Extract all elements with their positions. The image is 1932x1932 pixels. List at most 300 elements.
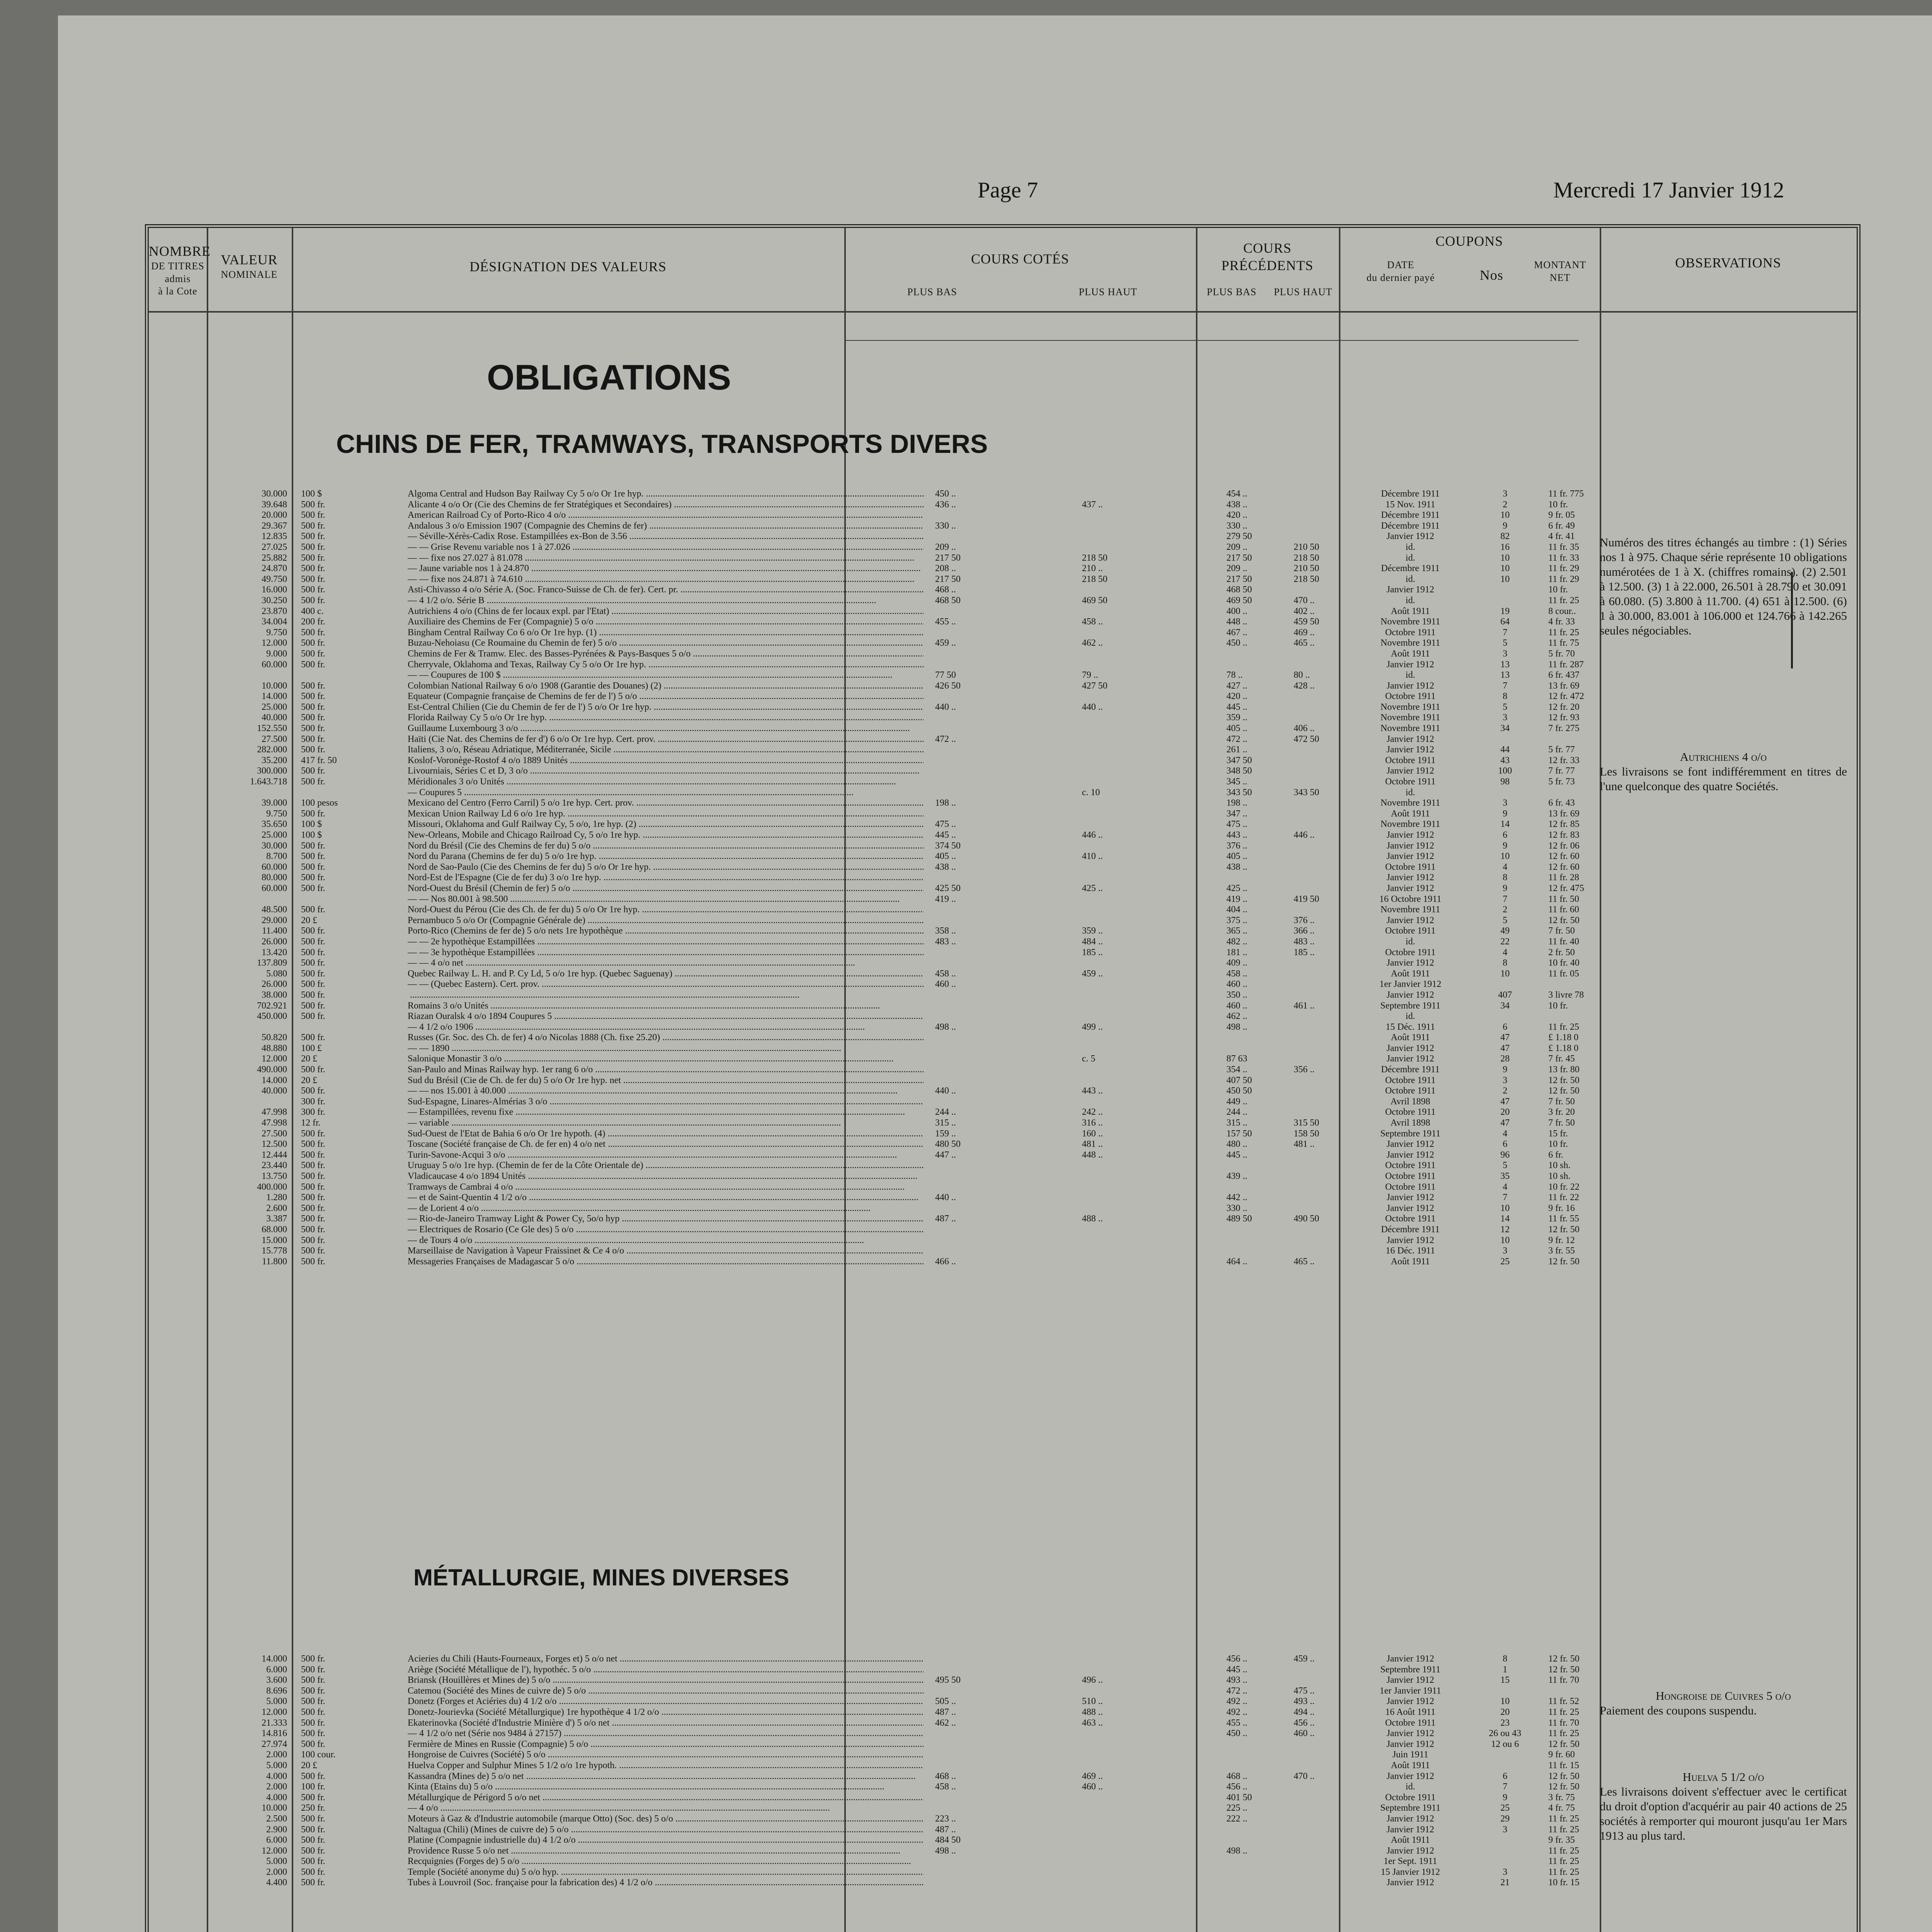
cell-prec-plus-bas: 468 50: [1226, 585, 1252, 595]
cell-prec-plus-haut: 461 ..: [1294, 1000, 1315, 1011]
cell-prec-plus-bas: 455 ..: [1226, 1718, 1247, 1728]
cell-nombre: 2.900: [266, 1824, 287, 1835]
cell-valeur: 500 fr.: [301, 1224, 325, 1235]
cell-cours-plus-haut: 463 ..: [1082, 1718, 1103, 1728]
cell-valeur: 500 fr.: [301, 723, 325, 734]
cell-nombre: 11.400: [262, 926, 287, 936]
cell-coupon-numero: 10: [1500, 1696, 1510, 1707]
cell-cours-plus-bas: [923, 691, 1070, 702]
cell-coupon-montant: 7 fr. 275: [1548, 723, 1580, 734]
cell-prec-plus-haut: 470 ..: [1294, 595, 1315, 605]
cell-coupon-date: Septembre 1911: [1380, 1128, 1440, 1139]
cell-nombre: 47.998: [262, 1107, 287, 1117]
cell-coupon-numero: 25: [1500, 1256, 1510, 1267]
cell-cours-plus-haut: [1070, 766, 1217, 777]
cell-designation: Naltagua (Chili) (Mines de cuivre de) 5 o/o .....: [408, 1825, 923, 1835]
cell-prec-plus-haut: [1291, 979, 1350, 990]
cell-valeur: 500 fr.: [301, 1878, 325, 1888]
cell-coupon-montant: 11 fr. 50: [1548, 894, 1579, 904]
cell-nombre: 47.998: [262, 1118, 287, 1128]
cell-cours-plus-haut: [1070, 510, 1217, 521]
cell-prec-plus-bas: [1217, 1246, 1291, 1257]
cell-coupon-numero: 7: [1503, 1782, 1507, 1792]
cell-coupon-numero: 8: [1503, 691, 1507, 702]
cell-prec-plus-haut: 475 ..: [1294, 1685, 1315, 1696]
cell-coupon-montant: 12 fr. 472: [1548, 691, 1584, 702]
cell-valeur: 500 fr.: [301, 1065, 325, 1075]
cell-prec-plus-bas: 460 ..: [1226, 1000, 1247, 1011]
cell-prec-plus-haut: [1291, 1867, 1350, 1878]
cell-valeur: 300 fr.: [301, 1096, 325, 1107]
cell-cours-plus-bas: [923, 787, 1070, 798]
cell-coupon-montant: 12 fr. 06: [1548, 840, 1580, 851]
cell-cours-plus-bas: 487 ..: [935, 1824, 956, 1835]
cell-coupon-montant: 10 fr. 22: [1548, 1182, 1580, 1192]
cell-designation: — Rio-de-Janeiro Tramway Light & Power Cy, 5o/o hyp .....: [408, 1214, 923, 1225]
cell-designation: Equateur (Compagnie française de Chemins de fer de l') 5 o/o .....: [408, 691, 923, 702]
section-chemins-de-fer: [149, 489, 1721, 1563]
cell-prec-plus-bas: 157 50: [1226, 1128, 1252, 1139]
cell-designation: Koslof-Voronège-Rostof 4 o/o 1889 Unités .....: [408, 755, 923, 766]
cell-designation: Temple (Société anonyme du) 5 o/o hyp. .....: [408, 1867, 923, 1878]
cell-coupon-montant: 5 fr. 73: [1548, 777, 1575, 787]
cell-designation: Nord de Sao-Paulo (Cie des Chemins de fer du) 5 o/o Or 1re hyp. .....: [408, 862, 923, 873]
cell-prec-plus-bas: [1217, 1825, 1291, 1835]
cell-cours-plus-bas: [923, 809, 1070, 820]
cell-prec-plus-haut: [1291, 1665, 1350, 1675]
header-valeur: VALEUR NOMINALE: [221, 252, 278, 280]
cell-coupon-montant: 7 fr. 50: [1548, 1118, 1575, 1128]
cell-coupon-date: Janvier 1912: [1386, 531, 1434, 542]
cell-prec-plus-haut: [1291, 1675, 1350, 1686]
cell-valeur: 20 £: [301, 915, 317, 925]
cell-coupon-date: Décembre 1911: [1381, 1224, 1440, 1235]
cell-prec-plus-haut: [1291, 1032, 1350, 1043]
cell-coupon-montant: 11 fr. 28: [1548, 872, 1579, 883]
cell-designation: Toscane (Société française de Ch. de fer en) 4 o/o net .....: [408, 1139, 923, 1150]
title-chemins-de-fer: CHINS DE FER, TRAMWAYS, TRANSPORTS DIVERS: [336, 429, 988, 459]
cell-nombre: 490.000: [257, 1065, 287, 1075]
cell-nombre: 12.835: [262, 531, 287, 542]
cell-cours-plus-haut: [1070, 1825, 1217, 1835]
cell-coupon-numero: 4: [1503, 1182, 1507, 1192]
cell-coupon-numero: 3: [1503, 1824, 1507, 1835]
cell-designation: Uruguay 5 o/o 1re hyp. (Chemin de fer de la Côte Orientale de) .....: [408, 1160, 923, 1171]
table-row: [149, 606, 1721, 617]
cell-nombre: 24.870: [262, 563, 287, 574]
cell-valeur: 500 fr.: [301, 713, 325, 723]
cell-valeur: 500 fr.: [301, 1214, 325, 1224]
table-row: [149, 915, 1721, 926]
cell-prec-plus-haut: 494 ..: [1294, 1707, 1315, 1717]
cell-prec-plus-bas: 445 ..: [1226, 1664, 1247, 1675]
cell-coupon-date: Janvier 1912: [1386, 915, 1434, 925]
cell-coupon-date: Octobre 1911: [1385, 1086, 1436, 1096]
cell-coupon-montant: 12 fr. 50: [1548, 1782, 1580, 1792]
cell-designation: Sud du Brésil (Cie de Ch. de fer du) 5 o/o Or 1re hyp. net .....: [408, 1075, 923, 1086]
cell-designation: Nord-Est de l'Espagne (Cie de fer du) 3 o/o 1re hyp. .....: [408, 872, 923, 883]
cell-prec-plus-haut: 472 50: [1294, 734, 1319, 744]
table-row: [149, 1054, 1721, 1065]
cell-cours-plus-bas: [923, 1750, 1070, 1760]
cell-cours-plus-haut: [1070, 1203, 1217, 1214]
cell-prec-plus-haut: [1291, 500, 1350, 510]
cell-prec-plus-bas: [1217, 1835, 1291, 1846]
cell-prec-plus-haut: 428 ..: [1294, 680, 1315, 691]
cell-coupon-numero: 10: [1500, 1235, 1510, 1245]
cell-prec-plus-haut: 185 ..: [1294, 947, 1315, 957]
cell-coupon-numero: [1470, 1750, 1540, 1760]
cell-nombre: 8.696: [266, 1685, 287, 1696]
table-row: [149, 1856, 1721, 1867]
cell-designation: Platine (Compagnie industrielle du) 4 1/2 o/o .....: [408, 1835, 923, 1846]
cell-coupon-montant: 10 fr. 15: [1548, 1878, 1580, 1888]
cell-cours-plus-haut: 218 50: [1082, 553, 1107, 563]
cell-cours-plus-haut: 484 ..: [1082, 936, 1103, 947]
cell-designation: — — Nos 80.001 à 98.500 .....: [408, 894, 923, 905]
cell-cours-plus-bas: 460 ..: [935, 979, 956, 990]
cell-cours-plus-haut: [1070, 862, 1217, 873]
header-plus-bas: PLUS BAS: [907, 286, 957, 298]
cell-nombre: 27.025: [262, 542, 287, 552]
cell-prec-plus-bas: 198 ..: [1226, 798, 1247, 808]
cell-coupon-numero: 10: [1500, 553, 1510, 563]
cell-cours-plus-bas: 466 ..: [935, 1256, 956, 1267]
cell-prec-plus-bas: 425 ..: [1226, 883, 1247, 893]
cell-cours-plus-bas: 217 50: [935, 574, 961, 584]
cell-prec-plus-bas: 217 50: [1226, 574, 1252, 584]
cell-valeur: 500 fr.: [301, 542, 325, 552]
cell-valeur: 500 fr.: [301, 563, 325, 574]
table-row: [149, 531, 1721, 542]
header-cours-cotes: COURS COTÉS: [971, 251, 1070, 267]
cell-prec-plus-bas: 450 ..: [1226, 638, 1247, 648]
cell-valeur: 20 £: [301, 1760, 317, 1770]
cell-prec-plus-bas: [1217, 1160, 1291, 1171]
cell-cours-plus-bas: [923, 1065, 1070, 1075]
cell-coupon-montant: 11 fr. 52: [1548, 1696, 1579, 1707]
cell-coupon-date: 16 Déc. 1911: [1386, 1246, 1435, 1256]
cell-valeur: 100 £: [301, 1043, 322, 1053]
cell-coupon-date: 16 Octobre 1911: [1379, 894, 1442, 904]
cell-cours-plus-bas: [923, 1203, 1070, 1214]
cell-nombre: 2.000: [266, 1782, 287, 1792]
cell-cours-plus-bas: [923, 1075, 1070, 1086]
cell-designation: — de Lorient 4 o/o .....: [408, 1203, 923, 1214]
cell-cours-plus-haut: [1070, 1750, 1217, 1760]
cell-coupon-montant: 13 fr. 69: [1548, 808, 1580, 819]
title-obligations: OBLIGATIONS: [487, 358, 731, 397]
cell-designation: Auxiliaire des Chemins de Fer (Compagnie) 5 o/o .....: [408, 617, 923, 628]
cell-coupon-numero: 6: [1503, 1139, 1507, 1150]
table-row: [149, 691, 1721, 702]
cell-designation: Romains 3 o/o Unités .....: [408, 1001, 923, 1012]
cell-cours-plus-haut: [1070, 1257, 1217, 1267]
cell-nombre: 35.200: [262, 755, 287, 765]
title-metallurgie: MÉTALLURGIE, MINES DIVERSES: [413, 1565, 789, 1590]
header-numero: Nos: [1480, 267, 1503, 283]
cell-coupon-montant: 9 fr. 16: [1548, 1203, 1575, 1213]
cell-coupon-date: id.: [1405, 542, 1415, 552]
cell-cours-plus-bas: [923, 1097, 1070, 1107]
cell-coupon-date: Janvier 1912: [1386, 830, 1434, 840]
table-row: [149, 1739, 1721, 1750]
cell-cours-plus-haut: [1070, 1075, 1217, 1086]
cell-nombre: 14.816: [262, 1728, 287, 1739]
cell-nombre: 40.000: [262, 713, 287, 723]
cell-coupon-montant: 4 fr. 41: [1548, 531, 1575, 542]
cell-prec-plus-bas: 442 ..: [1226, 1192, 1247, 1203]
cell-designation: Florida Railway Cy 5 o/o Or 1re hyp. .....: [408, 713, 923, 723]
cell-nombre: 9.000: [266, 648, 287, 659]
cell-coupon-numero: 7: [1503, 627, 1507, 638]
cell-nombre: 12.444: [262, 1150, 287, 1160]
cell-coupon-numero: 10: [1500, 851, 1510, 862]
cell-valeur: 500 fr.: [301, 1086, 325, 1096]
cell-coupon-montant: 11 fr. 22: [1548, 1192, 1579, 1203]
cell-prec-plus-bas: 401 50: [1226, 1792, 1252, 1803]
cell-cours-plus-haut: 359 ..: [1082, 926, 1103, 936]
cell-cours-plus-haut: [1070, 713, 1217, 723]
cell-cours-plus-bas: [923, 660, 1070, 670]
cell-prec-plus-haut: 356 ..: [1294, 1065, 1315, 1075]
cell-prec-plus-haut: [1291, 585, 1350, 595]
cell-coupon-numero: 2: [1503, 1086, 1507, 1096]
cell-cours-plus-bas: 425 50: [935, 883, 961, 893]
cell-coupon-numero: 15: [1500, 1675, 1510, 1685]
cell-prec-plus-haut: [1291, 1814, 1350, 1825]
cell-coupon-numero: 98: [1500, 777, 1510, 787]
cell-designation: Vladicaucase 4 o/o 1894 Unités .....: [408, 1171, 923, 1182]
cell-coupon-date: Janvier 1912: [1386, 745, 1434, 755]
cell-valeur: 500 fr.: [301, 1171, 325, 1181]
cell-prec-plus-bas: 450 50: [1226, 1086, 1252, 1096]
cell-coupon-date: 1er Janvier 1912: [1379, 979, 1441, 990]
cell-coupon-numero: 3: [1503, 1867, 1507, 1877]
cell-prec-plus-haut: [1291, 1739, 1350, 1750]
cell-coupon-montant: 12 fr. 93: [1548, 713, 1580, 723]
cell-coupon-montant: 3 fr. 20: [1548, 1107, 1575, 1117]
cell-prec-plus-bas: 261 ..: [1226, 745, 1247, 755]
cell-prec-plus-bas: 244 ..: [1226, 1107, 1247, 1117]
cell-prec-plus-haut: 469 ..: [1294, 627, 1315, 638]
cell-prec-plus-haut: [1291, 531, 1350, 542]
cell-coupon-date: Novembre 1911: [1380, 617, 1440, 627]
cell-designation: Chemins de Fer & Tramw. Elec. des Basses-Pyrénées & Pays-Basques 5 o/o .....: [408, 649, 923, 660]
cell-coupon-numero: 34: [1500, 1000, 1510, 1011]
cell-cours-plus-haut: [1070, 734, 1217, 745]
cell-coupon-montant: 7 fr. 45: [1548, 1054, 1575, 1064]
cell-prec-plus-haut: [1291, 755, 1350, 766]
cell-prec-plus-haut: 459 ..: [1294, 1654, 1315, 1664]
cell-coupon-date: Janvier 1912: [1386, 1043, 1434, 1053]
cell-coupon-numero: [1470, 1011, 1540, 1022]
table-row: [149, 563, 1721, 574]
cell-coupon-numero: 28: [1500, 1054, 1510, 1064]
table-row: [149, 628, 1721, 638]
cell-cours-plus-bas: 374 50: [935, 840, 961, 851]
cell-designation: — et de Saint-Quentin 4 1/2 o/o .....: [408, 1192, 923, 1203]
cell-coupon-date: Octobre 1911: [1385, 755, 1436, 765]
table-row: [149, 809, 1721, 820]
cell-cours-plus-haut: [1070, 1686, 1217, 1697]
cell-designation: Est-Central Chilien (Cie du Chemin de fer de l') 5 o/o Or 1re hyp. .....: [408, 702, 923, 713]
cell-cours-plus-haut: 316 ..: [1082, 1118, 1103, 1128]
cell-coupon-montant: 11 fr. 25: [1548, 595, 1579, 605]
cell-cours-plus-bas: [923, 1043, 1070, 1054]
table-row: [149, 958, 1721, 969]
cell-valeur: 417 fr. 50: [301, 755, 337, 765]
cell-coupon-montant: 10 sh.: [1548, 1160, 1571, 1171]
cell-coupon-date: id.: [1405, 936, 1415, 947]
cell-designation: Méridionales 3 o/o Unités .....: [408, 777, 923, 787]
cell-cours-plus-haut: [1070, 841, 1217, 852]
cell-coupon-montant: 12 fr. 50: [1548, 1771, 1580, 1781]
cell-coupon-date: Août 1911: [1391, 606, 1430, 616]
cell-prec-plus-haut: [1291, 958, 1350, 969]
table-row: [149, 1043, 1721, 1054]
cell-prec-plus-bas: 460 ..: [1226, 979, 1247, 990]
table-row: [149, 1654, 1721, 1665]
cell-cours-plus-bas: 438 ..: [935, 862, 956, 872]
cell-prec-plus-haut: 459 50: [1294, 617, 1319, 627]
cell-designation: Kinta (Etains du) 5 o/o .....: [408, 1782, 923, 1793]
cell-nombre: 20.000: [262, 510, 287, 520]
cell-coupon-montant: 10 fr. 40: [1548, 958, 1580, 968]
cell-coupon-date: Octobre 1911: [1385, 691, 1436, 702]
cell-valeur: 500 fr.: [301, 1675, 325, 1685]
cell-designation: Acieries du Chili (Hauts-Fourneaux, Forges et) 5 o/o net .....: [408, 1654, 923, 1665]
table-row: [149, 1086, 1721, 1097]
cell-nombre: 30.000: [262, 489, 287, 499]
cell-coupon-montant: 12 fr. 85: [1548, 819, 1580, 830]
cell-coupon-date: Août 1911: [1391, 648, 1430, 659]
cell-coupon-date: Novembre 1911: [1380, 713, 1440, 723]
cell-nombre: 11.800: [262, 1256, 287, 1267]
cell-cours-plus-haut: [1070, 1097, 1217, 1107]
cell-coupon-date: Juin 1911: [1392, 1750, 1429, 1760]
table-row: [149, 713, 1721, 723]
cell-coupon-montant: 3 fr. 75: [1548, 1792, 1575, 1803]
table-row: [149, 798, 1721, 809]
cell-valeur: [292, 894, 408, 905]
table-row: [149, 1686, 1721, 1697]
cell-nombre: 2.000: [266, 1867, 287, 1877]
cell-nombre: 27.500: [262, 1128, 287, 1139]
cell-prec-plus-bas: [1217, 649, 1291, 660]
cell-prec-plus-haut: [1291, 1054, 1350, 1065]
cell-valeur: 100 pesos: [301, 798, 338, 808]
cell-coupon-montant: 12 fr. 50: [1548, 1739, 1580, 1749]
cell-nombre: 21.333: [262, 1718, 287, 1728]
cell-cours-plus-bas: 475 ..: [935, 819, 956, 830]
cell-designation: Livourniais, Séries C et D, 3 o/o .....: [408, 766, 923, 777]
cell-coupon-numero: 3: [1503, 1075, 1507, 1085]
cell-valeur: 500 fr.: [301, 1000, 325, 1011]
cell-prec-plus-bas: [1217, 1750, 1291, 1760]
cell-valeur: 500 fr.: [301, 520, 325, 531]
cell-coupon-montant: 11 fr. 70: [1548, 1718, 1579, 1728]
table-row: [149, 500, 1721, 510]
cell-nombre: 3.387: [266, 1214, 287, 1224]
cell-nombre: 9.750: [266, 808, 287, 819]
cell-coupon-montant: 12 fr. 50: [1548, 1086, 1580, 1096]
cell-cours-plus-haut: [1070, 1160, 1217, 1171]
cell-coupon-date: Janvier 1912: [1386, 872, 1434, 883]
cell-nombre: 39.000: [262, 798, 287, 808]
cell-valeur: 300 fr.: [301, 1107, 325, 1117]
cell-coupon-date: Octobre 1911: [1385, 1107, 1436, 1117]
cell-prec-plus-haut: [1291, 1107, 1350, 1118]
cell-coupon-montant: 6 fr.: [1548, 1150, 1563, 1160]
cell-coupon-date: Août 1911: [1391, 1835, 1430, 1845]
cell-nombre: 450.000: [257, 1011, 287, 1022]
cell-prec-plus-bas: 472 ..: [1226, 734, 1247, 744]
cell-prec-plus-bas: 492 ..: [1226, 1707, 1247, 1717]
cell-coupon-date: Janvier 1912: [1386, 1845, 1434, 1856]
cell-designation: Colombian National Railway 6 o/o 1908 (Garantie des Douanes) (2) .....: [408, 681, 923, 692]
cell-coupon-date: Août 1911: [1391, 1032, 1430, 1043]
cell-prec-plus-haut: [1291, 1856, 1350, 1867]
header-cours-precedents: COURS PRÉCÉDENTS: [1221, 240, 1314, 273]
table-row: [149, 851, 1721, 862]
cell-prec-plus-bas: [1217, 1182, 1291, 1193]
cell-prec-plus-haut: [1291, 1022, 1350, 1033]
cell-coupon-date: Octobre 1911: [1385, 926, 1436, 936]
table-row: [149, 1150, 1721, 1161]
cell-designation: Quebec Railway L. H. and P. Cy Ld, 5 o/o 1re hyp. (Quebec Saguenay) .....: [408, 969, 923, 980]
cell-designation: — — fixe nos 27.027 à 81.078 .....: [408, 553, 923, 564]
cell-cours-plus-haut: [1070, 990, 1217, 1001]
cell-nombre: 39.648: [262, 499, 287, 510]
cell-coupon-numero: 3: [1503, 713, 1507, 723]
cell-cours-plus-haut: [1070, 1814, 1217, 1825]
cell-cours-plus-haut: [1070, 1867, 1217, 1878]
cell-prec-plus-haut: [1291, 1835, 1350, 1846]
cell-coupon-numero: [1470, 1856, 1540, 1867]
cell-cours-plus-bas: 458 ..: [935, 1782, 956, 1792]
cell-cours-plus-bas: 468 ..: [935, 1771, 956, 1781]
cell-nombre: 38.000: [262, 990, 287, 1000]
cell-coupon-montant: 11 fr. 40: [1548, 936, 1579, 947]
cell-cours-plus-haut: [1070, 1728, 1217, 1739]
table-row: [149, 937, 1721, 947]
cell-prec-plus-bas: 464 ..: [1226, 1256, 1247, 1267]
cell-cours-plus-haut: 242 ..: [1082, 1107, 1103, 1117]
cell-coupon-montant: 11 fr. 35: [1548, 542, 1579, 552]
cell-coupon-montant: 12 fr. 60: [1548, 851, 1580, 862]
cell-cours-plus-haut: [1070, 1878, 1217, 1888]
cell-coupon-montant: 11 fr. 05: [1548, 968, 1579, 979]
cell-cours-plus-haut: [1070, 1192, 1217, 1203]
cell-nombre: 6.000: [266, 1664, 287, 1675]
cell-coupon-numero: 9: [1503, 883, 1507, 893]
cell-designation: Algoma Central and Hudson Bay Railway Cy 5 o/o Or 1re hyp. .....: [408, 489, 923, 500]
cell-coupon-montant: 7 fr. 50: [1548, 1096, 1575, 1107]
cell-valeur: 250 fr.: [301, 1803, 325, 1813]
cell-cours-plus-bas: 358 ..: [935, 926, 956, 936]
cell-cours-plus-haut: 496 ..: [1082, 1675, 1103, 1685]
table-row: [149, 1139, 1721, 1150]
cell-designation: Andalous 3 o/o Emission 1907 (Compagnie des Chemins de fer) .....: [408, 521, 923, 532]
cell-nombre: 5.080: [266, 968, 287, 979]
cell-cours-plus-haut: 79 ..: [1082, 670, 1098, 680]
cell-cours-plus-haut: [1070, 521, 1217, 532]
cell-valeur: 100 fr.: [301, 1782, 325, 1792]
section-metallurgie: [149, 1654, 1721, 1901]
cell-prec-plus-haut: [1291, 1086, 1350, 1097]
cell-designation: — Estampillées, revenu fixe .....: [408, 1107, 923, 1118]
